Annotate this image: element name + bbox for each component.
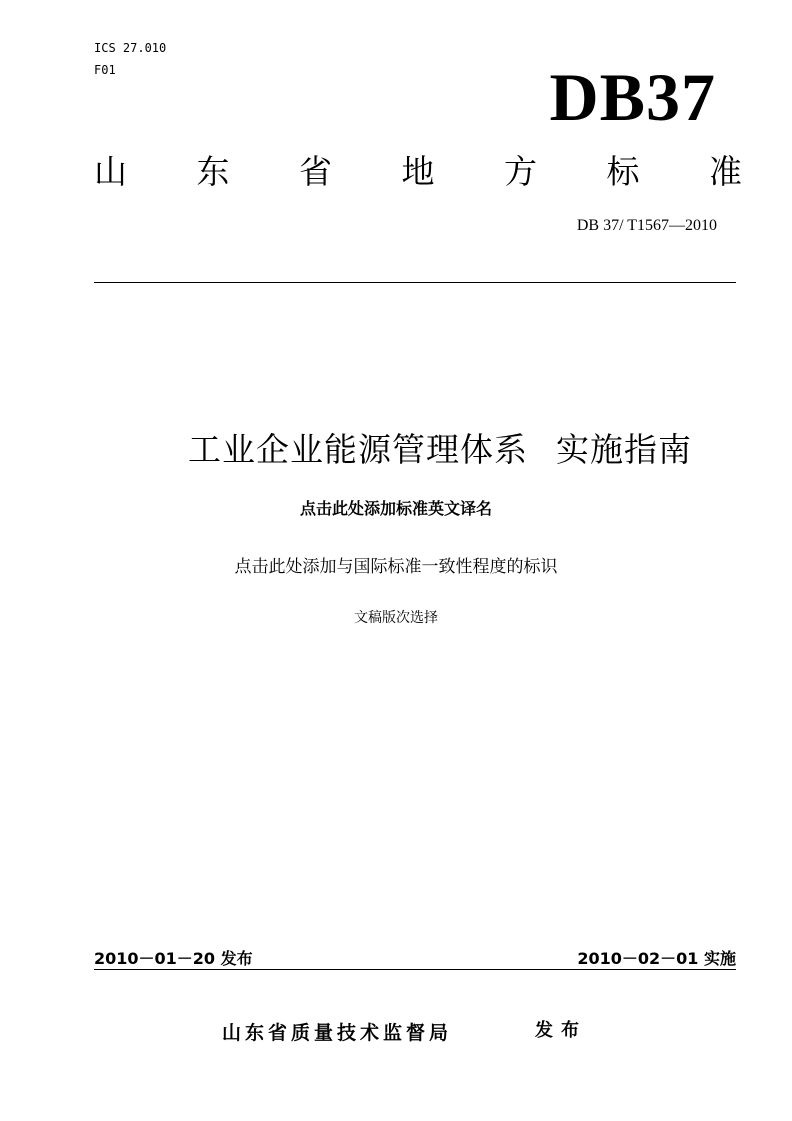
title-char: 标 [606,152,640,191]
english-title-placeholder[interactable]: 点击此处添加标准英文译名 [299,499,492,518]
title-char: 准 [709,152,742,191]
implement-date: 2010－02－01 实施 [577,949,736,968]
document-title-sub: 实施指南 [556,430,692,469]
top-divider [94,282,736,283]
document-title [0,428,792,472]
draft-version-select[interactable]: 文稿版次选择 [354,610,438,626]
title-char: 地 [401,152,435,191]
bottom-divider [94,969,736,970]
issuing-authority: 山东省质量技术监督局 [222,1022,453,1044]
title-char: 省 [299,152,332,191]
publish-date: 2010－01－20 发布 [94,949,253,968]
standard-code-logo: DB37 [549,59,716,135]
title-char: 山 [94,152,127,191]
ccs-code: F01 [94,63,116,77]
standard-number: DB 37/ T1567—2010 [576,217,717,234]
title-char: 东 [196,152,230,191]
provincial-standard-title [94,152,742,192]
consistency-placeholder[interactable]: 点击此处添加与国际标准一致性程度的标识 [234,557,558,577]
document-title-main: 工业企业能源管理体系 [188,430,528,469]
title-char: 方 [504,152,537,191]
ics-code: ICS 27.010 [94,41,167,55]
issue-label: 发布 [535,1020,587,1041]
